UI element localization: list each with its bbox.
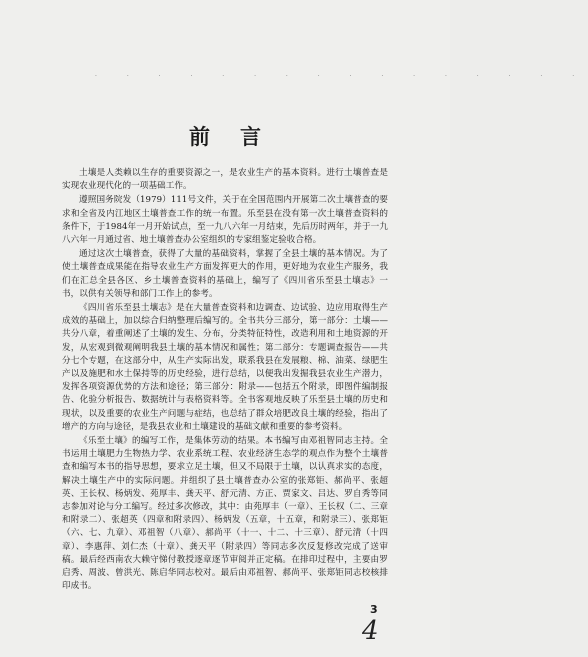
scan-specks: · · · · · · · · · · · · · · · · xyxy=(95,73,588,80)
paragraph-survey-results: 通过这次土壤普查，获得了大量的基础资料，掌握了全县土壤的基本情况。为了使土壤普查成果能在指导农业生产方面发挥更大的作用，更好地为农业生产服务，我们在汇总全县各区、乡土壤普查资料的基础上，编写了《四川省乐至县土壤志》一书，以供有关领导和部门工作上的参考。 xyxy=(62,249,388,299)
paragraph-survey-background: 遵照国务院发（1979）111号文件，关于在全国范围内开展第二次土壤普查的要求和全省及内江地区土壤普查工作的统一布置。乐至县在没有第一次土壤普查资料的条件下，于1984年一月开始试点，至一九八六年一月结束，先后历时两年，并于一九八六年一月通过省、地土壤普查办公室组织的专家组鉴定验收合格。 xyxy=(62,195,388,246)
handwritten-page-mark: 4 xyxy=(362,616,379,646)
page-number: 3 xyxy=(370,603,378,616)
body-text xyxy=(62,167,388,595)
page-title: 前言 xyxy=(189,124,291,149)
paragraph-book-structure: 《四川省乐至县土壤志》是在大量普查资料和边调查、边试验、边应用取得生产成效的基础上，加以综合归纳整理后编写的。全书共分三部分，第一部分：土壤——共分八章，着重阐述了土壤的发生、分布，分类特征特性，改造利用和土地资源的开发，从宏观到微观阐明我县土壤的基本情况和属性；第二部分：专题调查报告——共分七个专题，在这部分中，从生产实际出发，联系我县在发展粮、棉、油菜、绿肥生产以及施肥和水土保持等的历史经验，进行总结，以便我出发掘我县农业生产潜力，发挥各项资源优势的方法和途径；第三部分：附录——包括五个附录，即图件编制报告、化验分析报告、数据统计与表格资料等。全书客观地反映了乐至县土壤的历史和现状，以及重要的农业生产问题与症结，也总结了群众培肥改良土壤的经验，指出了增产的方向与途径，是我县农业和土壤建设的基础文献和重要的参考资料。 xyxy=(62,303,388,432)
paragraph-authors: 《乐至土壤》的编写工作，是集体劳动的结果。本书编写由邓祖智同志主持。全书运用土壤肥力生物热力学、农业系统工程、农业经济生态学的观点作为整个土壤普查和编写本书的指导思想，要求立足土壤，但又不局限于土壤，以认真求实的态度，解决土壤生产中的实际问题。并组织了县土壤普查办公室的张郑钜、郝尚平、张超英、王长权、杨炳发、苑厚丰、龚天平、舒元清、方正、贾家文、吕达、罗自秀等同志参加对论与分工编写。经过多次修改，其中：由苑厚丰（一章）、王长权（二、三章和附录二）、张超英（四章和附录四）、杨炳发（五章，十五章，和附录三）、张郑钜（六、七、九章）、邓祖智（八章）、郝尚平（十一、十二、十三章）、舒元清（十四章）、李惠萍、刘仁杰（十章）、龚天平（附录四）等同志多次反复修改完成了送审稿。最后经西南农大赖守悌付教授逐章逐节审阅并正定稿。在排印过程中，主要由罗启秀、周波、曾洪光、陈启华同志校对。最后由邓祖智、郝尚平、张郑钜同志校核排印成书。 xyxy=(62,436,388,592)
paragraph-intro: 土壤是人类赖以生存的重要资源之一，是农业生产的基本资料。进行土壤普查是实现农业现代化的一项基础工作。 xyxy=(62,168,388,192)
